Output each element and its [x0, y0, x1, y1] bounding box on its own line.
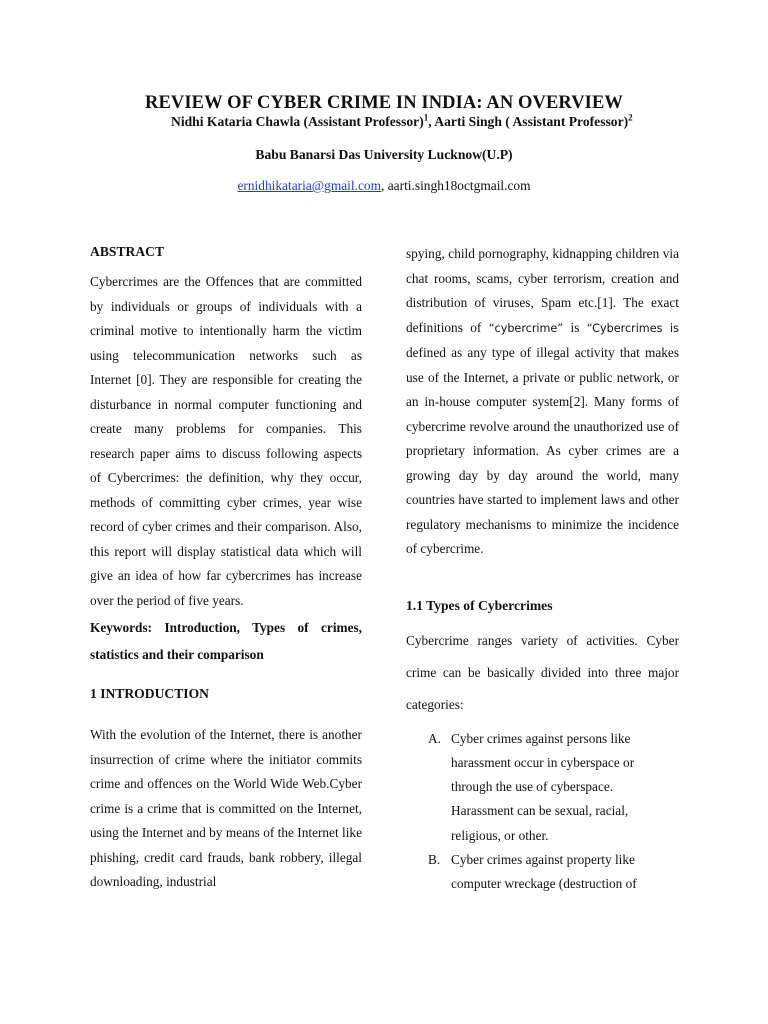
- paper-emails: [0, 177, 768, 195]
- list-item: [406, 848, 679, 897]
- author-1-superscript: 1: [423, 112, 429, 123]
- email-separator: ,: [381, 178, 388, 193]
- paper-affiliation: Babu Banarsi Das University Lucknow(U.P): [255, 147, 513, 162]
- introduction-text: With the evolution of the Internet, there is another insurrection of crime where the initiator commits crime and offences on the World Wide Web.Cyber crime is a crime that is committed on the Internet, using the Internet and by means of the Internet like phishing, credit card frauds, bank robbery, illegal downloading, industrial: [90, 727, 362, 889]
- types-of-cybercrimes-heading: 1.1 Types of Cybercrimes: [406, 597, 553, 613]
- list-item-text: Cyber crimes against persons like harassment occur in cyberspace or through the use of cyberspace. Harassment can be sexual, racial, religious, or other.: [451, 730, 635, 843]
- author-separator: ,: [428, 114, 435, 129]
- abstract-text: Cybercrimes are the Offences that are committed by individuals or groups of individuals with a criminal motive to intentionally harm the victim using telecommunication networks such as Internet [0]. They are responsible for creating the disturbance in normal computer functioning and create many problems for companies. This research paper aims to discuss following aspects of Cybercrimes: the definition, why they occur, methods of committing cyber crimes, year wise record of cyber crimes and their comparison. Also, this report will display statistical data which will give an idea of how far cybercrimes has increase over the period of five years.: [90, 274, 362, 608]
- continued-text-part-2: is: [563, 319, 587, 335]
- cybercrime-categories-list: [406, 727, 679, 897]
- introduction-heading: 1 INTRODUCTION: [90, 686, 209, 701]
- continued-text-part-1: spying, child pornography, kidnapping children via chat rooms, scams, cyber terrorism, creation and distribution of viruses, Spam etc.[1]. The exact definitions of: [406, 246, 679, 335]
- paper-authors: [171, 113, 633, 131]
- right-column-continued-text: [406, 242, 679, 562]
- list-item: [406, 727, 679, 848]
- definition-quote: “Cybercrimes is: [586, 321, 679, 335]
- list-marker: B.: [428, 851, 441, 867]
- list-marker: A.: [428, 730, 441, 746]
- keywords-line: Keywords: Introduction, Types of crimes, statistics and their comparison: [90, 620, 362, 662]
- author-2-name: Aarti Singh ( Assistant Professor): [434, 114, 629, 129]
- right-column: [406, 242, 679, 897]
- email-2: aarti.singh18octgmail.com: [387, 178, 531, 193]
- list-item-text: Cyber crimes against property like computer wreckage (destruction of: [451, 851, 637, 892]
- types-intro-text: Cybercrime ranges variety of activities. Cyber crime can be basically divided into three major categories:: [406, 632, 679, 712]
- left-column: [90, 242, 362, 895]
- author-1-name: Nidhi Kataria Chawla (Assistant Professor): [171, 114, 424, 129]
- author-2-superscript: 2: [628, 112, 633, 123]
- email-link-1[interactable]: ernidhikataria@gmail.com: [237, 178, 382, 193]
- abstract-heading: ABSTRACT: [90, 244, 165, 259]
- quoted-term-cybercrime: “cybercrime”: [488, 321, 564, 335]
- continued-text-part-3: defined as any type of illegal activity that makes use of the Internet, a private or public network, or an in-house computer system[2]. Many forms of cybercrime revolve around the unauthorized use of proprietary information. As cyber crimes are a growing day by day around the world, many countries have started to implement laws and other regulatory mechanisms to minimize the incidence of cybercrime.: [406, 345, 679, 556]
- paper-title: REVIEW OF CYBER CRIME IN INDIA: AN OVERVIEW: [144, 93, 624, 113]
